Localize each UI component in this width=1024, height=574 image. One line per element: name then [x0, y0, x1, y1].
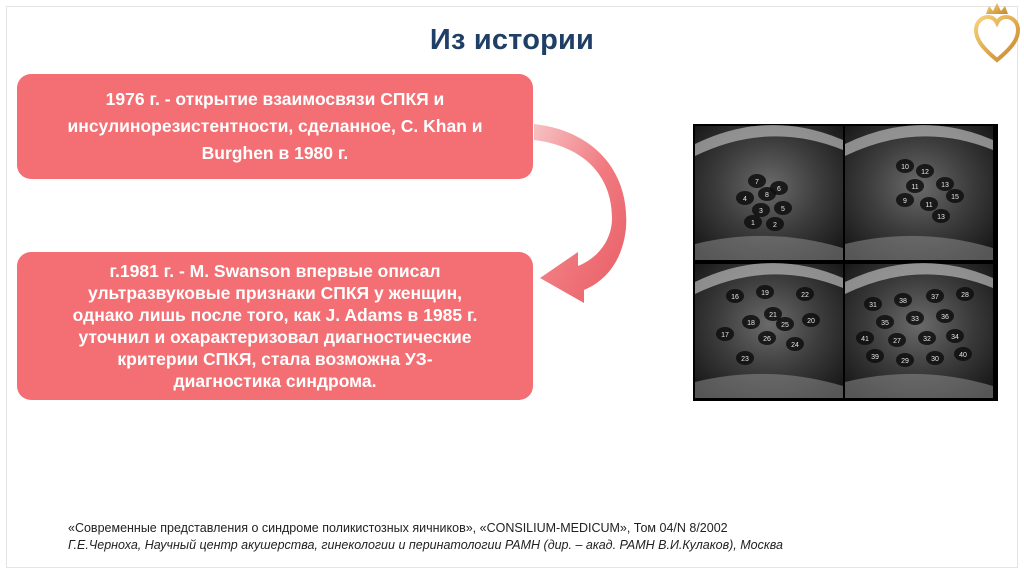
- follicle-label: 26: [763, 336, 771, 343]
- citation-line-2: Г.Е.Черноха, Научный центр акушерства, гинекологии и перинатологии РАМН (дир. – акад. РАМН В.И.Кулаков), Москва: [68, 538, 783, 552]
- follicle-label: 25: [781, 322, 789, 329]
- citation: [68, 520, 783, 554]
- follicle-label: 22: [801, 292, 809, 299]
- follicle-label: 18: [747, 320, 755, 327]
- follicle-label: 23: [741, 356, 749, 363]
- follicle-label: 13: [937, 214, 945, 221]
- history-box-1981: [17, 252, 533, 400]
- follicle-label: 15: [951, 194, 959, 201]
- follicle-label: 16: [731, 294, 739, 301]
- follicle-label: 5: [781, 206, 785, 213]
- history-text-1981: г.1981 г. - M. Swanson впервые описал ультразвуковые признаки СПКЯ у женщин, однако лишь после того, как J. Adams в 1985 г. уточнил и охарактеризовал диагностические критерии СПКЯ, стала возможна УЗ- диагностика синдрома.: [72, 261, 478, 391]
- history-box-1976: [17, 74, 533, 179]
- follicle-label: 36: [941, 314, 949, 321]
- follicle-label: 11: [925, 202, 933, 209]
- follicle-label: 13: [941, 182, 949, 189]
- follicle-label: 35: [881, 320, 889, 327]
- follicle-label: 29: [901, 358, 909, 365]
- follicle-label: 2: [773, 222, 777, 229]
- follicle-label: 17: [721, 332, 729, 339]
- follicle-label: 8: [765, 192, 769, 199]
- follicle-label: 4: [743, 196, 747, 203]
- citation-line-1: «Современные представления о синдроме поликистозных яичников», «CONSILIUM-MEDICUM», Том 04/N 8/2002: [68, 521, 728, 535]
- heart-crown-logo: [970, 0, 1024, 64]
- follicle-label: 7: [755, 179, 759, 186]
- follicle-label: 30: [931, 356, 939, 363]
- slide-title: Из истории: [429, 24, 595, 56]
- follicle-label: 21: [769, 312, 777, 319]
- follicle-label: 37: [931, 294, 939, 301]
- follicle-label: 20: [807, 318, 815, 325]
- follicle-label: 24: [791, 342, 799, 349]
- follicle-label: 32: [923, 336, 931, 343]
- follicle-label: 31: [869, 302, 877, 309]
- follicle-label: 3: [759, 208, 763, 215]
- ultrasound-panel-1: [695, 125, 843, 260]
- follicle-label: 39: [871, 354, 879, 361]
- follicle-label: 10: [901, 164, 909, 171]
- ultrasound-image-grid: [693, 124, 998, 401]
- follicle-label: 34: [951, 334, 959, 341]
- ultrasound-panel-2: [845, 125, 993, 260]
- ultrasound-panel-4: [845, 263, 993, 398]
- follicle-label: 19: [761, 290, 769, 297]
- follicle-label: 11: [911, 184, 919, 191]
- follicle-label: 27: [893, 338, 901, 345]
- history-text-1976: 1976 г. - открытие взаимосвязи СПКЯ и инсулинорезистентности, сделанное, C. Khan и Burghen в 1980 г.: [67, 89, 483, 163]
- follicle-label: 38: [899, 298, 907, 305]
- follicle-label: 12: [921, 169, 929, 176]
- follicle-label: 41: [861, 336, 869, 343]
- follicle-label: 6: [777, 186, 781, 193]
- ultrasound-panel-3: [695, 263, 843, 398]
- follicle-label: 1: [751, 220, 755, 227]
- follicle-label: 33: [911, 316, 919, 323]
- follicle-label: 40: [959, 352, 967, 359]
- curved-arrow: [520, 118, 640, 318]
- follicle-label: 9: [903, 198, 907, 205]
- follicle-label: 28: [961, 292, 969, 299]
